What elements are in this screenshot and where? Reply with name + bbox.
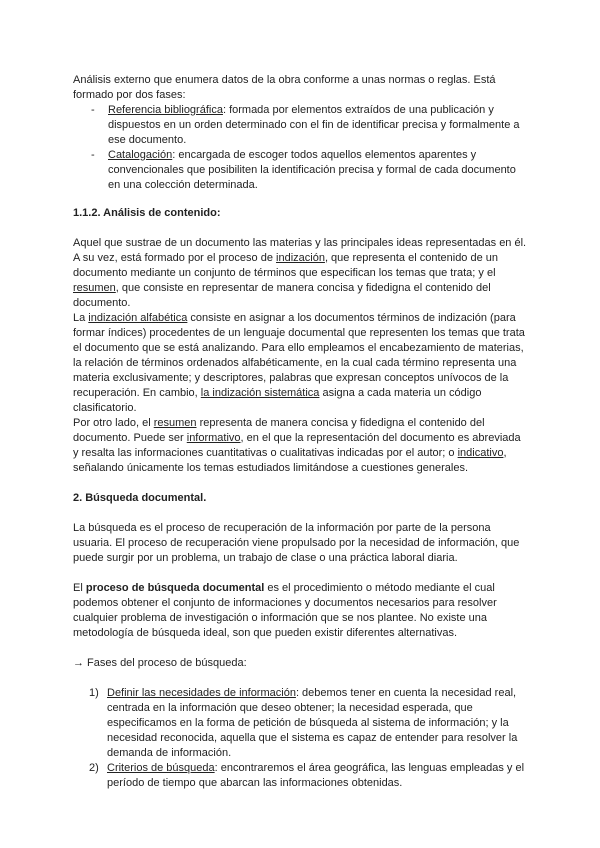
item-text: : encontraremos el área geográfica, las lenguas empleadas y el período de tiempo que abarcan las informaciones obtenidas. (107, 762, 525, 789)
term-informativo: informativo (186, 432, 241, 444)
document-page (73, 73, 529, 791)
external-analysis-intro: Análisis externo que enumera datos de la obra conforme a unas normas o reglas. Está formado por dos fases: (73, 74, 496, 101)
paragraph-content-1: Aquel que sustrae de un documento las materias y las principales ideas representadas en él. A su vez, está formado por el proceso de indización, que representa el contenido de un documento mediante un conjunto de términos que especifican los temas que trata; y el resumen, que consiste en representar de manera concisa y fidedigna el contenido del documento. (73, 237, 527, 309)
term-resumen: resumen (73, 282, 116, 294)
term-definir-necesidades: Definir las necesidades de información (107, 687, 296, 699)
term-indizacion-alfabetica: indización alfabética (88, 312, 188, 324)
term-criterios-busqueda: Criterios de búsqueda (107, 762, 215, 774)
list-number: 1) (89, 687, 99, 699)
term-indicativo: indicativo (457, 447, 504, 459)
external-phases-list (73, 103, 529, 193)
term-indizacion: indización (276, 252, 325, 264)
list-item (89, 686, 529, 761)
term-referencia-bibliografica: Referencia bibliográfica (108, 104, 223, 116)
dash-bullet: - (91, 104, 95, 116)
dash-bullet: - (91, 149, 95, 161)
paragraph-search-2: El proceso de búsqueda documental es el procedimiento o método mediante el cual podemos obtener el conjunto de informaciones y documentos necesarios para resolver cualquier problema de investigación o información que se nos plantee. No existe una metodología de búsqueda ideal, son que pueden existir diferentes alternativas. (73, 582, 497, 639)
item-text: : debemos tener en cuenta la necesidad real, centrada en la información que deseo obtener; la necesidad esperada, que especificamos en la forma de petición de búsqueda al sistema de información; y la necesidad reconocida, aquella que el sistema es capaz de entender para resolver la demanda de información. (107, 687, 518, 759)
list-item (91, 103, 529, 148)
item-text: : encargada de escoger todos aquellos elementos aparentes y convencionales que posibiliten la identificación precisa y formal de cada documento en una colección determinada. (108, 149, 516, 191)
term-indizacion-sistematica: la indización sistemática (200, 387, 320, 399)
paragraph-content-2: La indización alfabética consiste en asignar a los documentos términos de indización (para formar índices) procedentes de un lenguaje documental que representen los temas que trata el documento que se está analizando. Para ello empleamos el encabezamiento de materias, la relación de términos ordenados alfabéticamente, en la cual cada término representa una materia exclusivamente; y descriptores, palabras que expresan conceptos unívocos de la recuperación. En cambio, la indización sistemática asigna a cada materia un código clasificatorio. (73, 312, 525, 414)
list-item (89, 761, 529, 791)
heading-busqueda-documental: 2. Búsqueda documental. (73, 492, 207, 504)
list-item (91, 148, 529, 193)
phases-list (73, 686, 529, 791)
paragraph-content-3: Por otro lado, el resumen representa de manera concisa y fidedigna el contenido del documento. Puede ser informativo, en el que la representación del documento es abreviada y resalta las informaciones cuantitativas o cualitativas indicadas por el autor; o indicativo, señalando únicamente los temas estudiados limitándose a cuestiones generales. (73, 417, 521, 474)
phases-label: → Fases del proceso de búsqueda: (73, 657, 247, 669)
list-number: 2) (89, 762, 99, 774)
item-text: : formada por elementos extraídos de una publicación y dispuestos en un orden determinado con el fin de identificar precisa y formalmente a ese documento. (108, 104, 520, 146)
paragraph-search-1: La búsqueda es el proceso de recuperación de la información por parte de la persona usuaria. El proceso de recuperación viene propulsado por la necesidad de información, que puede surgir por un problema, un trabajo de clase o una práctica laboral diaria. (73, 522, 520, 564)
term-proceso-busqueda: proceso de búsqueda documental (85, 582, 265, 594)
term-resumen-2: resumen (153, 417, 197, 429)
heading-analisis-contenido: 1.1.2. Análisis de contenido: (73, 207, 221, 219)
term-catalogacion: Catalogación (108, 149, 173, 161)
